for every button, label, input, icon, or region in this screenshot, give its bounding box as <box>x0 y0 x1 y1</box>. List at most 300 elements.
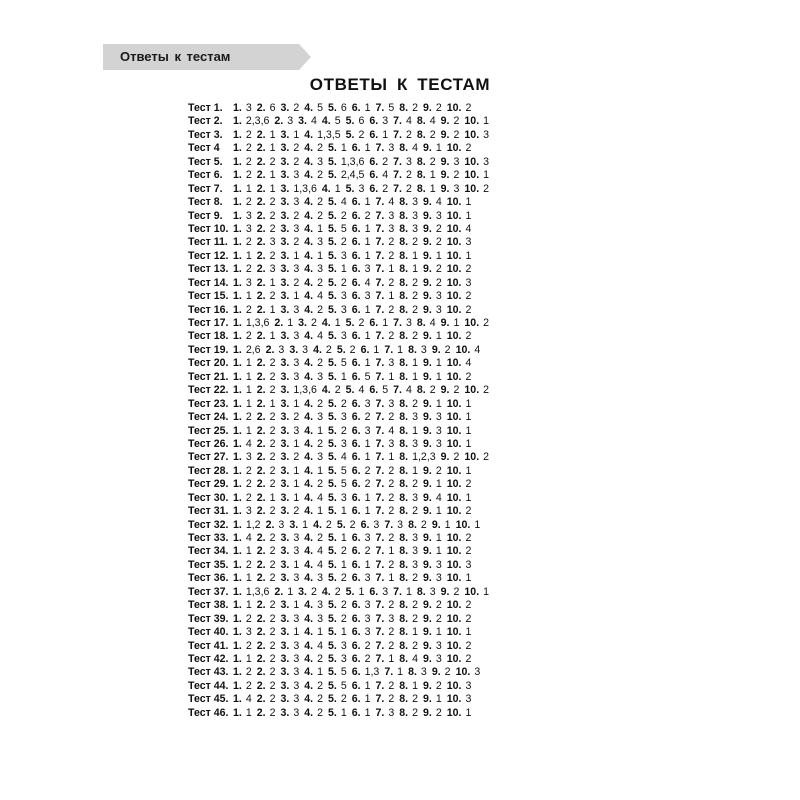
answer-value: 4 <box>317 558 323 571</box>
answer-value: 1 <box>317 505 323 518</box>
answer-value: 3 <box>435 639 442 652</box>
question-number: 9. <box>423 196 432 209</box>
answer-value: 2 <box>412 236 418 249</box>
answer-value: 2 <box>358 128 365 141</box>
answer-value: 2 <box>245 142 252 155</box>
question-number: 10. <box>446 706 462 719</box>
question-number: 8. <box>399 505 409 518</box>
answer-value: 2 <box>388 303 395 316</box>
answer-value: 3 <box>293 652 300 665</box>
answer-value: 2 <box>325 343 332 356</box>
question-number: 3. <box>280 209 290 222</box>
answer-value: 3 <box>420 666 427 679</box>
question-number: 1. <box>233 706 242 719</box>
question-number: 5. <box>345 384 355 397</box>
answer-value: 2 <box>453 451 460 464</box>
test-label: Тест 34. <box>188 545 229 558</box>
answer-value: 1 <box>269 128 276 141</box>
answer-value: 4 <box>245 532 252 544</box>
question-number: 4. <box>321 182 331 195</box>
question-number: 6. <box>351 236 361 249</box>
answer-value: 2 <box>412 572 418 585</box>
question-number: 10. <box>446 572 462 585</box>
answer-value: 1 <box>340 263 347 276</box>
question-number: 8. <box>416 155 426 168</box>
question-number: 9. <box>423 142 432 155</box>
test-row <box>188 196 628 209</box>
answer-value: 3 <box>465 236 472 249</box>
question-number: 7. <box>375 706 385 719</box>
question-number: 7. <box>393 182 402 195</box>
answer-value: 1 <box>412 464 418 477</box>
answer-value: 5 <box>382 384 389 397</box>
test-row <box>188 129 628 142</box>
answer-value: 2 <box>334 384 341 397</box>
test-row <box>188 344 628 357</box>
answer-value: 4 <box>245 693 252 706</box>
question-number: 3. <box>280 397 290 410</box>
question-number: 4. <box>304 706 314 719</box>
question-number: 8. <box>416 115 426 128</box>
question-number: 6. <box>369 128 379 141</box>
answer-value: 3 <box>412 491 418 504</box>
answer-value: 3 <box>483 155 490 168</box>
test-row <box>188 572 628 585</box>
answer-value: 3 <box>340 303 347 316</box>
question-number: 4. <box>304 545 314 558</box>
question-number: 2. <box>256 478 266 491</box>
answer-value: 2 <box>453 384 460 397</box>
question-number: 5. <box>328 263 337 276</box>
question-number: 2. <box>256 639 266 652</box>
answer-value: 1 <box>317 424 323 437</box>
test-row <box>188 666 628 679</box>
question-number: 5. <box>328 612 337 625</box>
answer-value: 3 <box>435 437 442 450</box>
test-label: Тест 7. <box>188 182 223 195</box>
answer-value: 3 <box>278 343 285 356</box>
answer-value: 2 <box>269 599 276 612</box>
answer-value: 1 <box>465 397 472 410</box>
answer-value: 5 <box>340 357 347 370</box>
answer-value: 2 <box>465 545 472 558</box>
answer-value: 3 <box>317 263 323 276</box>
question-number: 6. <box>351 478 361 491</box>
answer-value: 3 <box>465 679 472 692</box>
question-number: 2. <box>274 585 284 598</box>
answer-value: 3 <box>287 115 294 128</box>
answer-value: 1 <box>269 330 276 343</box>
answer-value: 1 <box>340 558 347 571</box>
question-number: 6. <box>351 626 361 639</box>
test-label: Тест 20. <box>188 357 229 370</box>
answer-value: 1 <box>388 652 395 665</box>
question-number: 8. <box>399 397 409 410</box>
question-number: 10. <box>446 142 462 155</box>
answer-value: 1 <box>388 263 395 276</box>
answer-value: 3 <box>435 303 442 316</box>
answer-value: 3 <box>245 451 252 464</box>
question-number: 7. <box>393 155 402 168</box>
answer-value: 1 <box>435 626 442 639</box>
answer-value: 3 <box>293 532 300 544</box>
answer-value: 1 <box>269 303 276 316</box>
question-number: 1. <box>233 545 242 558</box>
question-number: 1. <box>233 249 242 262</box>
answer-value: 2 <box>406 182 412 195</box>
answer-value: 2 <box>465 263 472 276</box>
answer-value: 2 <box>317 532 323 544</box>
answer-value: 4 <box>429 115 436 128</box>
answer-value: 1 <box>382 317 389 329</box>
question-number: 8. <box>408 666 417 679</box>
question-number: 3. <box>280 236 290 249</box>
question-number: 8. <box>399 451 409 464</box>
answer-value: 2 <box>269 209 276 222</box>
answer-value: 3 <box>293 639 300 652</box>
question-number: 4. <box>304 679 314 692</box>
answer-value: 2 <box>317 303 323 316</box>
question-number: 8. <box>416 585 426 598</box>
answer-value: 5 <box>317 102 323 114</box>
question-number: 1. <box>233 464 242 477</box>
question-number: 7. <box>375 558 385 571</box>
question-number: 2. <box>256 652 266 665</box>
question-number: 6. <box>351 142 361 155</box>
question-number: 10. <box>464 128 480 141</box>
test-row <box>188 465 628 478</box>
answer-value: 3 <box>364 599 371 612</box>
answer-value: 2 <box>412 330 418 343</box>
question-number: 1. <box>233 639 242 652</box>
question-number: 1. <box>233 558 242 571</box>
answer-value: 2 <box>349 343 356 356</box>
question-number: 9. <box>423 437 432 450</box>
question-number: 1. <box>233 155 242 168</box>
question-number: 5. <box>328 451 337 464</box>
question-number: 9. <box>440 384 450 397</box>
answer-value: 4 <box>412 142 418 155</box>
answer-value: 4 <box>317 290 323 303</box>
question-number: 10. <box>446 693 462 706</box>
test-row <box>188 142 628 155</box>
answer-value: 1 <box>444 518 451 531</box>
test-label: Тест 18. <box>188 330 229 343</box>
answer-value: 2 <box>317 276 323 289</box>
answer-value: 1 <box>269 182 276 195</box>
answer-value: 1 <box>245 424 252 437</box>
test-label: Тест 22. <box>188 384 229 397</box>
answer-value: 1,3 <box>364 666 380 679</box>
question-number: 6. <box>351 222 361 235</box>
answer-value: 1 <box>245 599 252 612</box>
answer-value: 1 <box>269 491 276 504</box>
question-number: 10. <box>464 317 480 329</box>
question-number: 10. <box>446 545 462 558</box>
question-number: 10. <box>446 290 462 303</box>
answer-value: 1 <box>483 585 490 598</box>
question-number: 1. <box>233 679 242 692</box>
answer-value: 3 <box>388 142 395 155</box>
answer-value: 2 <box>245 155 252 168</box>
answer-value: 2 <box>269 612 276 625</box>
question-number: 2. <box>256 411 266 424</box>
question-number: 7. <box>393 128 402 141</box>
test-row <box>188 304 628 317</box>
test-row <box>188 438 628 451</box>
question-number: 2. <box>256 276 266 289</box>
question-number: 2. <box>274 115 284 128</box>
answer-value: 2 <box>293 236 300 249</box>
question-number: 6. <box>351 679 361 692</box>
answer-value: 2 <box>465 330 472 343</box>
answer-value: 2 <box>340 397 347 410</box>
answer-value: 2 <box>269 222 276 235</box>
question-number: 6. <box>351 290 361 303</box>
test-label: Тест 45. <box>188 693 229 706</box>
question-number: 8. <box>399 693 409 706</box>
question-number: 4. <box>304 411 314 424</box>
answer-value: 2 <box>245 612 252 625</box>
answer-value: 1 <box>364 451 371 464</box>
answer-value: 3 <box>406 155 412 168</box>
answer-value: 1 <box>435 249 442 262</box>
answer-value: 1 <box>465 209 472 222</box>
test-label: Тест 32. <box>188 518 229 531</box>
question-number: 7. <box>375 357 385 370</box>
answer-value: 2 <box>340 276 347 289</box>
question-number: 5. <box>336 518 346 531</box>
question-number: 4. <box>304 102 314 114</box>
question-number: 1. <box>233 652 242 665</box>
question-number: 2. <box>256 706 266 719</box>
answer-value: 3 <box>412 209 418 222</box>
question-number: 6. <box>369 585 379 598</box>
answer-value: 1 <box>364 558 371 571</box>
test-label: Тест 39. <box>188 612 229 625</box>
test-row <box>188 223 628 236</box>
answer-value: 2 <box>412 276 418 289</box>
answer-value: 3 <box>388 397 395 410</box>
question-number: 9. <box>423 249 432 262</box>
answer-value: 3 <box>435 558 442 571</box>
answer-value: 3 <box>340 411 347 424</box>
question-number: 8. <box>399 330 409 343</box>
question-number: 2. <box>256 196 266 209</box>
test-row <box>188 559 628 572</box>
answer-value: 2 <box>388 236 395 249</box>
answer-value: 2 <box>465 639 472 652</box>
question-number: 1. <box>233 115 242 128</box>
question-number: 6. <box>351 612 361 625</box>
question-number: 7. <box>393 115 402 128</box>
question-number: 10. <box>446 303 462 316</box>
question-number: 2. <box>256 182 266 195</box>
answer-value: 3 <box>435 290 442 303</box>
question-number: 10. <box>464 169 480 182</box>
test-label: Тест 31. <box>188 505 229 518</box>
question-number: 1. <box>233 303 242 316</box>
question-number: 10. <box>446 599 462 612</box>
question-number: 10. <box>446 411 462 424</box>
answer-value: 3 <box>388 437 395 450</box>
question-number: 1. <box>233 370 242 383</box>
question-number: 7. <box>375 572 385 585</box>
answer-value: 1 <box>340 505 347 518</box>
question-number: 6. <box>351 532 361 544</box>
question-number: 6. <box>351 102 361 114</box>
answer-value: 1 <box>453 317 460 329</box>
answer-value: 5 <box>340 666 347 679</box>
question-number: 1. <box>233 478 242 491</box>
question-number: 2. <box>256 612 266 625</box>
answer-value: 1 <box>465 706 472 719</box>
question-number: 5. <box>328 599 337 612</box>
question-number: 3. <box>280 612 290 625</box>
question-number: 10. <box>464 384 480 397</box>
question-number: 8. <box>408 518 417 531</box>
answer-value: 3 <box>412 411 418 424</box>
test-label: Тест 17. <box>188 317 229 329</box>
answer-value: 2 <box>412 693 418 706</box>
question-number: 4. <box>304 370 314 383</box>
question-number: 5. <box>345 115 355 128</box>
test-label: Тест 42. <box>188 652 229 665</box>
question-number: 3. <box>280 652 290 665</box>
answer-value: 2 <box>453 128 460 141</box>
question-number: 3. <box>280 532 290 544</box>
answer-value: 2 <box>245 330 252 343</box>
answer-value: 1 <box>412 249 418 262</box>
answer-value: 1 <box>245 384 252 397</box>
question-number: 4. <box>304 263 314 276</box>
question-number: 10. <box>446 626 462 639</box>
question-number: 1. <box>233 411 242 424</box>
question-number: 9. <box>423 357 432 370</box>
answer-value: 4 <box>435 196 442 209</box>
question-number: 3. <box>298 317 307 329</box>
question-number: 5. <box>328 532 337 544</box>
question-number: 2. <box>256 263 266 276</box>
answer-value: 2 <box>465 290 472 303</box>
question-number: 1. <box>233 343 242 356</box>
question-number: 4. <box>304 572 314 585</box>
answer-value: 2 <box>269 411 276 424</box>
answer-value: 1 <box>287 585 294 598</box>
test-label: Тест 10. <box>188 222 229 235</box>
question-number: 7. <box>375 639 385 652</box>
answer-value: 5 <box>340 222 347 235</box>
test-label: Тест 12. <box>188 249 229 262</box>
question-number: 4. <box>304 652 314 665</box>
question-number: 4. <box>304 505 314 518</box>
test-label: Тест 29. <box>188 478 229 491</box>
question-number: 10. <box>446 532 462 544</box>
answer-value: 2 <box>269 639 276 652</box>
answer-value: 2 <box>453 169 460 182</box>
test-label: Тест 28. <box>188 464 229 477</box>
answer-value: 3 <box>483 128 490 141</box>
question-number: 4. <box>304 626 314 639</box>
question-number: 1. <box>233 693 242 706</box>
answer-value: 2 <box>465 532 472 544</box>
question-number: 8. <box>399 370 409 383</box>
question-number: 2. <box>256 102 266 114</box>
answer-value: 3 <box>364 532 371 544</box>
answer-value: 2 <box>293 209 300 222</box>
test-label: Тест 35. <box>188 558 229 571</box>
question-number: 10. <box>446 276 462 289</box>
question-number: 6. <box>351 437 361 450</box>
question-number: 3. <box>280 451 290 464</box>
answer-value: 3 <box>293 303 300 316</box>
question-number: 2. <box>256 679 266 692</box>
question-number: 10. <box>446 330 462 343</box>
answer-value: 2 <box>340 572 347 585</box>
test-row <box>188 317 628 330</box>
answer-value: 2 <box>429 128 436 141</box>
question-number: 2. <box>256 384 266 397</box>
question-number: 3. <box>280 558 290 571</box>
answer-value: 2 <box>340 236 347 249</box>
answer-value: 2 <box>429 384 436 397</box>
question-number: 8. <box>399 437 409 450</box>
question-number: 8. <box>399 424 409 437</box>
question-number: 1. <box>233 585 242 598</box>
question-number: 3. <box>280 357 290 370</box>
question-number: 10. <box>446 263 462 276</box>
question-number: 1. <box>233 182 242 195</box>
question-number: 1. <box>233 102 242 114</box>
test-row <box>188 425 628 438</box>
question-number: 10. <box>446 397 462 410</box>
answer-value: 1 <box>435 478 442 491</box>
question-number: 4. <box>304 491 314 504</box>
answer-value: 3 <box>364 572 371 585</box>
question-number: 3. <box>280 128 290 141</box>
answer-value: 2 <box>293 276 300 289</box>
answer-value: 1 <box>412 679 418 692</box>
test-label: Тест 9. <box>188 209 223 222</box>
answer-value: 1 <box>340 532 347 544</box>
answer-value: 2 <box>435 612 442 625</box>
question-number: 1. <box>233 572 242 585</box>
answer-value: 3 <box>412 222 418 235</box>
answer-value: 2 <box>245 236 252 249</box>
question-number: 2. <box>256 303 266 316</box>
test-row <box>188 613 628 626</box>
answer-value: 1 <box>340 626 347 639</box>
answer-value: 3 <box>388 222 395 235</box>
answer-value: 4 <box>317 491 323 504</box>
question-number: 5. <box>328 222 337 235</box>
answer-value: 3 <box>340 491 347 504</box>
answer-value: 3 <box>435 411 442 424</box>
question-number: 9. <box>423 558 432 571</box>
answer-value: 2 <box>269 424 276 437</box>
answer-value: 1 <box>465 491 472 504</box>
test-label: Тест 2. <box>188 115 223 128</box>
question-number: 8. <box>399 599 409 612</box>
question-number: 3. <box>280 491 290 504</box>
question-number: 2. <box>256 572 266 585</box>
answer-value: 2 <box>358 317 365 329</box>
answer-value: 1 <box>435 330 442 343</box>
answer-value: 1 <box>465 464 472 477</box>
question-number: 3. <box>280 424 290 437</box>
question-number: 5. <box>328 679 337 692</box>
answer-value: 2 <box>325 518 332 531</box>
